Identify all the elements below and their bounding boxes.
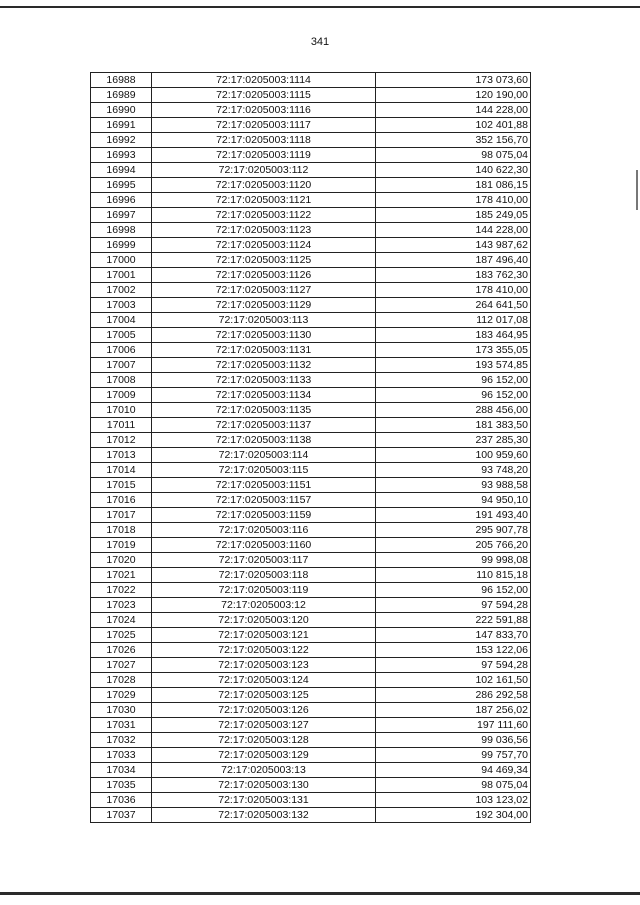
cadastral-number-cell: 72:17:0205003:125 — [152, 688, 376, 703]
cadastral-value-cell: 103 123,02 — [376, 793, 531, 808]
row-number-cell: 17027 — [91, 658, 152, 673]
cadastral-value-cell: 140 622,30 — [376, 163, 531, 178]
cadastral-number-cell: 72:17:0205003:1134 — [152, 388, 376, 403]
cadastral-value-cell: 144 228,00 — [376, 103, 531, 118]
cadastral-number-cell: 72:17:0205003:1116 — [152, 103, 376, 118]
cadastral-number-cell: 72:17:0205003:117 — [152, 553, 376, 568]
table-row — [91, 433, 531, 448]
row-number-cell: 17025 — [91, 628, 152, 643]
row-number-cell: 17033 — [91, 748, 152, 763]
page-number: 341 — [310, 36, 330, 48]
table-row — [91, 253, 531, 268]
cadastral-value-cell: 192 304,00 — [376, 808, 531, 823]
cadastral-value-cell: 264 641,50 — [376, 298, 531, 313]
table-row — [91, 673, 531, 688]
table-row — [91, 88, 531, 103]
cadastral-number-cell: 72:17:0205003:123 — [152, 658, 376, 673]
cadastral-number-cell: 72:17:0205003:1125 — [152, 253, 376, 268]
cadastral-number-cell: 72:17:0205003:115 — [152, 463, 376, 478]
cadastral-value-cell: 178 410,00 — [376, 283, 531, 298]
table-row — [91, 703, 531, 718]
cadastral-number-cell: 72:17:0205003:116 — [152, 523, 376, 538]
cadastral-value-cell: 181 086,15 — [376, 178, 531, 193]
cadastral-number-cell: 72:17:0205003:1119 — [152, 148, 376, 163]
cadastral-number-cell: 72:17:0205003:1157 — [152, 493, 376, 508]
cadastral-number-cell: 72:17:0205003:119 — [152, 583, 376, 598]
cadastral-number-cell: 72:17:0205003:118 — [152, 568, 376, 583]
cadastral-value-cell: 94 469,34 — [376, 763, 531, 778]
cadastral-number-cell: 72:17:0205003:120 — [152, 613, 376, 628]
row-number-cell: 16992 — [91, 133, 152, 148]
table-row — [91, 298, 531, 313]
cadastral-number-cell: 72:17:0205003:1132 — [152, 358, 376, 373]
cadastral-value-cell: 153 122,06 — [376, 643, 531, 658]
row-number-cell: 16989 — [91, 88, 152, 103]
row-number-cell: 16991 — [91, 118, 152, 133]
row-number-cell: 17022 — [91, 583, 152, 598]
cadastral-number-cell: 72:17:0205003:121 — [152, 628, 376, 643]
table-row — [91, 448, 531, 463]
row-number-cell: 17019 — [91, 538, 152, 553]
cadastral-value-cell: 97 594,28 — [376, 598, 531, 613]
row-number-cell: 17020 — [91, 553, 152, 568]
row-number-cell: 17021 — [91, 568, 152, 583]
cadastral-value-cell: 187 496,40 — [376, 253, 531, 268]
cadastral-number-cell: 72:17:0205003:122 — [152, 643, 376, 658]
table-row — [91, 193, 531, 208]
table-row — [91, 238, 531, 253]
scan-edge-mark — [636, 170, 638, 210]
cadastral-number-cell: 72:17:0205003:1135 — [152, 403, 376, 418]
cadastral-number-cell: 72:17:0205003:132 — [152, 808, 376, 823]
row-number-cell: 16997 — [91, 208, 152, 223]
table-row — [91, 748, 531, 763]
table-row — [91, 148, 531, 163]
cadastral-value-cell: 102 401,88 — [376, 118, 531, 133]
table-row — [91, 103, 531, 118]
cadastral-number-cell: 72:17:0205003:1127 — [152, 283, 376, 298]
top-border-line — [0, 6, 640, 8]
table-row — [91, 583, 531, 598]
cadastral-value-cell: 181 383,50 — [376, 418, 531, 433]
row-number-cell: 17023 — [91, 598, 152, 613]
cadastral-value-cell: 183 464,95 — [376, 328, 531, 343]
cadastral-value-cell: 98 075,04 — [376, 148, 531, 163]
cadastral-value-cell: 99 036,56 — [376, 733, 531, 748]
cadastral-value-cell: 99 998,08 — [376, 553, 531, 568]
cadastral-number-cell: 72:17:0205003:128 — [152, 733, 376, 748]
bottom-border-line — [0, 892, 640, 895]
row-number-cell: 17010 — [91, 403, 152, 418]
cadastral-number-cell: 72:17:0205003:1160 — [152, 538, 376, 553]
row-number-cell: 17014 — [91, 463, 152, 478]
cadastral-value-cell: 93 988,58 — [376, 478, 531, 493]
cadastral-value-cell: 205 766,20 — [376, 538, 531, 553]
cadastral-value-cell: 94 950,10 — [376, 493, 531, 508]
row-number-cell: 16996 — [91, 193, 152, 208]
cadastral-value-cell: 286 292,58 — [376, 688, 531, 703]
cadastral-value-cell: 222 591,88 — [376, 613, 531, 628]
cadastral-value-cell: 98 075,04 — [376, 778, 531, 793]
cadastral-number-cell: 72:17:0205003:130 — [152, 778, 376, 793]
table-row — [91, 358, 531, 373]
cadastral-number-cell: 72:17:0205003:1130 — [152, 328, 376, 343]
cadastral-number-cell: 72:17:0205003:1118 — [152, 133, 376, 148]
table-row — [91, 268, 531, 283]
table-row — [91, 778, 531, 793]
row-number-cell: 17024 — [91, 613, 152, 628]
row-number-cell: 17004 — [91, 313, 152, 328]
cadastral-number-cell: 72:17:0205003:1133 — [152, 373, 376, 388]
cadastral-value-cell: 187 256,02 — [376, 703, 531, 718]
row-number-cell: 17037 — [91, 808, 152, 823]
cadastral-number-cell: 72:17:0205003:124 — [152, 673, 376, 688]
cadastral-number-cell: 72:17:0205003:1122 — [152, 208, 376, 223]
table-row — [91, 373, 531, 388]
table-body — [91, 73, 531, 823]
cadastral-value-cell: 237 285,30 — [376, 433, 531, 448]
table-row — [91, 418, 531, 433]
table-row — [91, 538, 531, 553]
cadastral-number-cell: 72:17:0205003:1151 — [152, 478, 376, 493]
row-number-cell: 17000 — [91, 253, 152, 268]
table-row — [91, 223, 531, 238]
table-row — [91, 463, 531, 478]
cadastral-number-cell: 72:17:0205003:127 — [152, 718, 376, 733]
cadastral-number-cell: 72:17:0205003:1138 — [152, 433, 376, 448]
row-number-cell: 17032 — [91, 733, 152, 748]
cadastral-value-cell: 191 493,40 — [376, 508, 531, 523]
row-number-cell: 16999 — [91, 238, 152, 253]
table-row — [91, 733, 531, 748]
row-number-cell: 16998 — [91, 223, 152, 238]
table-row — [91, 613, 531, 628]
row-number-cell: 17018 — [91, 523, 152, 538]
row-number-cell: 16990 — [91, 103, 152, 118]
table-row — [91, 718, 531, 733]
cadastral-value-cell: 96 152,00 — [376, 388, 531, 403]
cadastral-number-cell: 72:17:0205003:1126 — [152, 268, 376, 283]
row-number-cell: 17006 — [91, 343, 152, 358]
cadastral-number-cell: 72:17:0205003:1117 — [152, 118, 376, 133]
cadastral-number-cell: 72:17:0205003:1159 — [152, 508, 376, 523]
row-number-cell: 17007 — [91, 358, 152, 373]
row-number-cell: 17001 — [91, 268, 152, 283]
cadastral-value-cell: 112 017,08 — [376, 313, 531, 328]
table-row — [91, 493, 531, 508]
cadastral-number-cell: 72:17:0205003:1115 — [152, 88, 376, 103]
row-number-cell: 16995 — [91, 178, 152, 193]
cadastral-value-cell: 143 987,62 — [376, 238, 531, 253]
table-row — [91, 388, 531, 403]
table-row — [91, 118, 531, 133]
cadastral-number-cell: 72:17:0205003:1137 — [152, 418, 376, 433]
cadastral-value-cell: 288 456,00 — [376, 403, 531, 418]
cadastral-value-cell: 96 152,00 — [376, 583, 531, 598]
cadastral-number-cell: 72:17:0205003:126 — [152, 703, 376, 718]
row-number-cell: 16994 — [91, 163, 152, 178]
row-number-cell: 17029 — [91, 688, 152, 703]
cadastral-number-cell: 72:17:0205003:1114 — [152, 73, 376, 88]
table-row — [91, 178, 531, 193]
row-number-cell: 17016 — [91, 493, 152, 508]
table-row — [91, 568, 531, 583]
row-number-cell: 16993 — [91, 148, 152, 163]
row-number-cell: 17015 — [91, 478, 152, 493]
row-number-cell: 17034 — [91, 763, 152, 778]
cadastral-value-cell: 197 111,60 — [376, 718, 531, 733]
cadastral-value-cell: 96 152,00 — [376, 373, 531, 388]
cadastral-value-table — [90, 72, 531, 823]
table-row — [91, 523, 531, 538]
cadastral-value-cell: 295 907,78 — [376, 523, 531, 538]
row-number-cell: 17008 — [91, 373, 152, 388]
row-number-cell: 16988 — [91, 73, 152, 88]
table-row — [91, 313, 531, 328]
table-row — [91, 628, 531, 643]
table-row — [91, 328, 531, 343]
row-number-cell: 17026 — [91, 643, 152, 658]
cadastral-value-cell: 120 190,00 — [376, 88, 531, 103]
cadastral-value-cell: 102 161,50 — [376, 673, 531, 688]
cadastral-value-cell: 173 355,05 — [376, 343, 531, 358]
cadastral-number-cell: 72:17:0205003:1124 — [152, 238, 376, 253]
table-row — [91, 403, 531, 418]
cadastral-value-cell: 144 228,00 — [376, 223, 531, 238]
table-row — [91, 598, 531, 613]
row-number-cell: 17002 — [91, 283, 152, 298]
table-row — [91, 208, 531, 223]
row-number-cell: 17036 — [91, 793, 152, 808]
table-row — [91, 553, 531, 568]
table-row — [91, 343, 531, 358]
cadastral-value-cell: 147 833,70 — [376, 628, 531, 643]
row-number-cell: 17035 — [91, 778, 152, 793]
cadastral-value-cell: 100 959,60 — [376, 448, 531, 463]
row-number-cell: 17031 — [91, 718, 152, 733]
cadastral-number-cell: 72:17:0205003:1129 — [152, 298, 376, 313]
cadastral-value-cell: 173 073,60 — [376, 73, 531, 88]
table-row — [91, 658, 531, 673]
table-row — [91, 73, 531, 88]
row-number-cell: 17003 — [91, 298, 152, 313]
row-number-cell: 17013 — [91, 448, 152, 463]
cadastral-number-cell: 72:17:0205003:12 — [152, 598, 376, 613]
cadastral-number-cell: 72:17:0205003:131 — [152, 793, 376, 808]
row-number-cell: 17005 — [91, 328, 152, 343]
row-number-cell: 17017 — [91, 508, 152, 523]
cadastral-value-cell: 97 594,28 — [376, 658, 531, 673]
table-row — [91, 133, 531, 148]
cadastral-number-cell: 72:17:0205003:113 — [152, 313, 376, 328]
cadastral-value-cell: 110 815,18 — [376, 568, 531, 583]
cadastral-value-cell: 93 748,20 — [376, 463, 531, 478]
cadastral-number-cell: 72:17:0205003:1120 — [152, 178, 376, 193]
cadastral-value-cell: 99 757,70 — [376, 748, 531, 763]
cadastral-value-cell: 193 574,85 — [376, 358, 531, 373]
cadastral-number-cell: 72:17:0205003:114 — [152, 448, 376, 463]
table-row — [91, 793, 531, 808]
row-number-cell: 17009 — [91, 388, 152, 403]
cadastral-number-cell: 72:17:0205003:112 — [152, 163, 376, 178]
cadastral-number-cell: 72:17:0205003:13 — [152, 763, 376, 778]
row-number-cell: 17011 — [91, 418, 152, 433]
table-row — [91, 688, 531, 703]
cadastral-number-cell: 72:17:0205003:1121 — [152, 193, 376, 208]
table-row — [91, 763, 531, 778]
table-row — [91, 508, 531, 523]
table-row — [91, 478, 531, 493]
table-row — [91, 643, 531, 658]
cadastral-number-cell: 72:17:0205003:1123 — [152, 223, 376, 238]
table-row — [91, 808, 531, 823]
table-row — [91, 163, 531, 178]
cadastral-value-cell: 183 762,30 — [376, 268, 531, 283]
cadastral-number-cell: 72:17:0205003:1131 — [152, 343, 376, 358]
row-number-cell: 17012 — [91, 433, 152, 448]
cadastral-number-cell: 72:17:0205003:129 — [152, 748, 376, 763]
cadastral-value-cell: 352 156,70 — [376, 133, 531, 148]
cadastral-value-cell: 185 249,05 — [376, 208, 531, 223]
row-number-cell: 17030 — [91, 703, 152, 718]
row-number-cell: 17028 — [91, 673, 152, 688]
cadastral-value-cell: 178 410,00 — [376, 193, 531, 208]
table-row — [91, 283, 531, 298]
